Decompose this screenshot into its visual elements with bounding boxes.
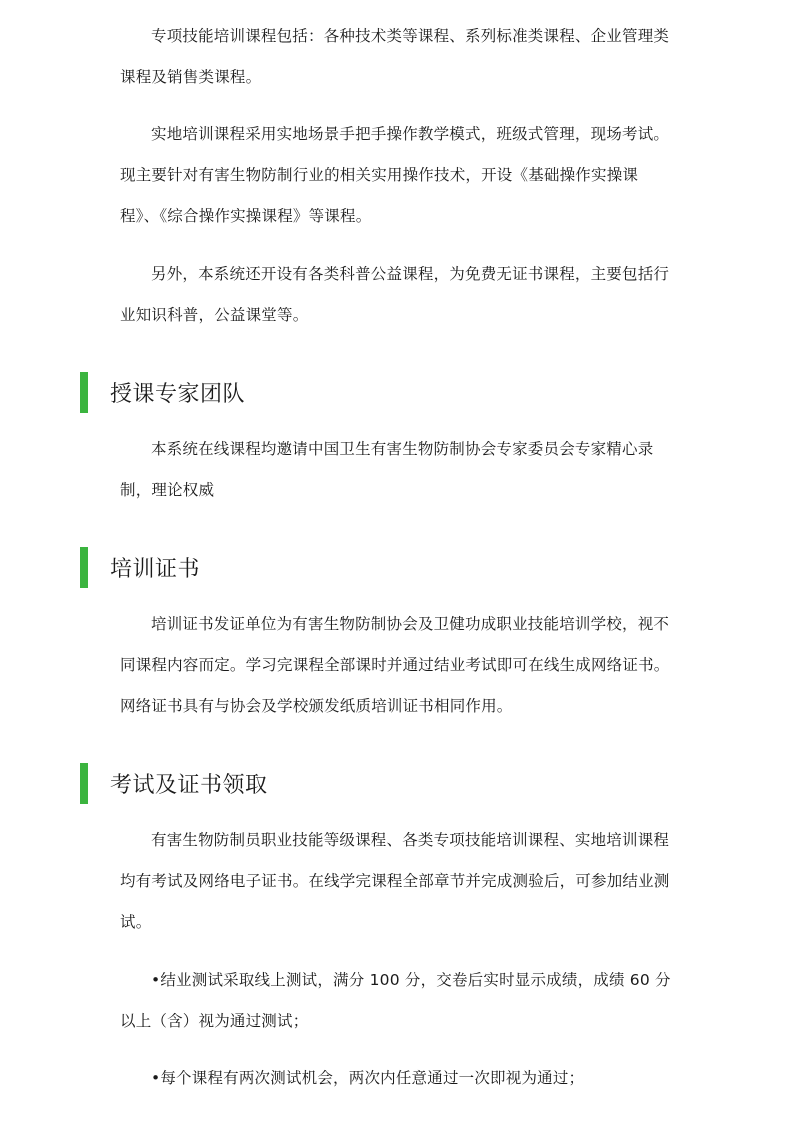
exam-paragraph: 有害生物防制员职业技能等级课程、各类专项技能培训课程、实地培训课程均有考试及网络电子证书。在线学完课程全部章节并完成测验后，可参加结业测试。 [120, 831, 670, 931]
intro-paragraph-field-training: 实地培训课程采用实地场景手把手操作教学模式，班级式管理，现场考试。现主要针对有害生物防制行业的相关实用操作技术，开设《基础操作实操课程》、《综合操作实操课程》等课程。 [120, 125, 670, 225]
heading-title: 培训证书 [110, 557, 201, 582]
section-heading-exam [80, 763, 268, 804]
section-heading-experts [80, 372, 245, 413]
intro-paragraph-special-skills: 专项技能培训课程包括：各种技术类等课程、系列标准类课程、企业管理类课程及销售类课程。 [120, 27, 670, 86]
section-heading-certificate [80, 547, 200, 588]
experts-paragraph: 本系统在线课程均邀请中国卫生有害生物防制协会专家委员会专家精心录制，理论权威 [120, 440, 654, 499]
certificate-paragraph: 培训证书发证单位为有害生物防制协会及卫健功成职业技能培训学校，视不同课程内容而定。学习完课程全部课时并通过结业考试即可在线生成网络证书。网络证书具有与协会及学校颁发纸质培训证书相同作用。 [120, 615, 670, 715]
heading-accent-bar [80, 547, 88, 588]
exam-bullet-two-attempts: •每个课程有两次测试机会，两次内任意通过一次即视为通过； [151, 1069, 585, 1087]
intro-paragraph-public-courses: 另外，本系统还开设有各类科普公益课程，为免费无证书课程，主要包括行业知识科普，公益课堂等。 [120, 265, 670, 324]
heading-accent-bar [80, 763, 88, 804]
heading-title: 考试及证书领取 [110, 773, 268, 798]
heading-title: 授课专家团队 [110, 382, 246, 407]
exam-bullet-online-test: •结业测试采取线上测试，满分 100 分，交卷后实时显示成绩，成绩 60 分以上（含）视为通过测试； [120, 971, 671, 1030]
heading-accent-bar [80, 372, 88, 413]
